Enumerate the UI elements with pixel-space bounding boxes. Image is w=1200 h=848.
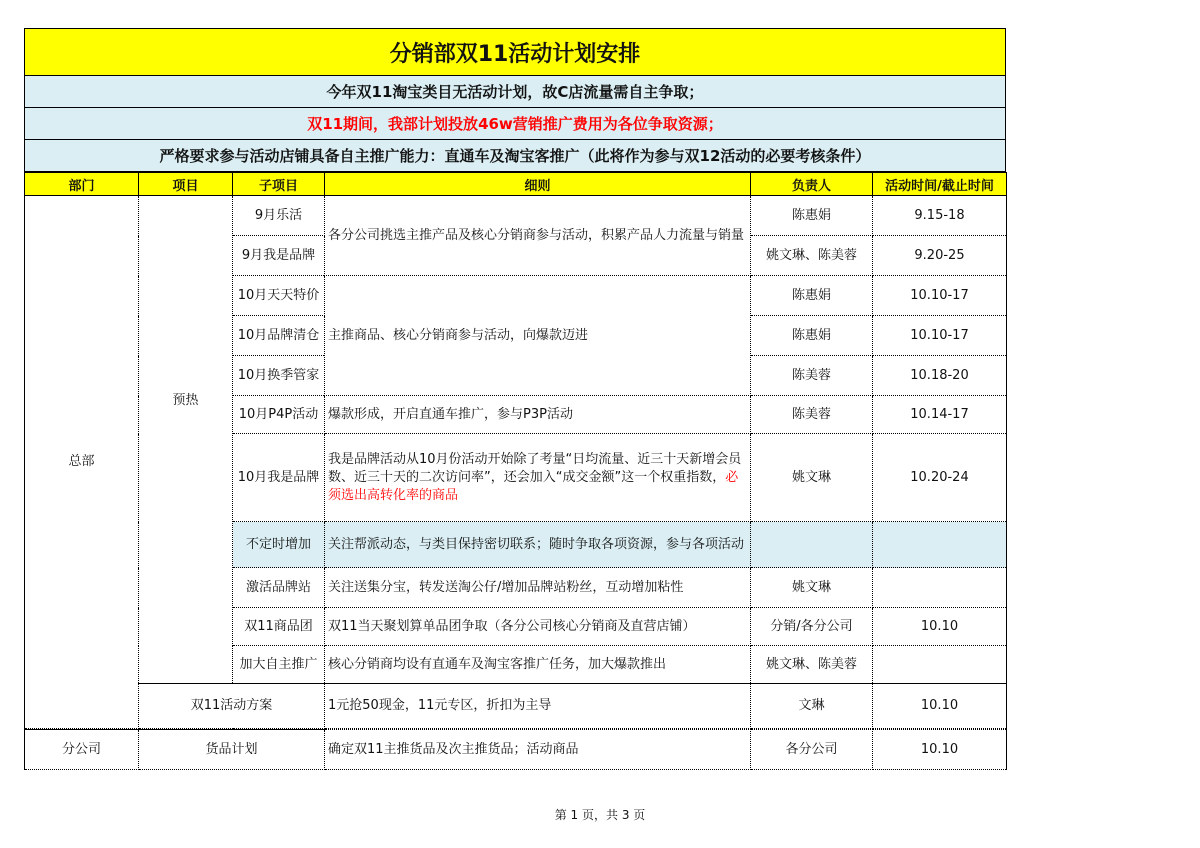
time-cell	[873, 646, 1007, 684]
owner-cell: 分销/各分公司	[751, 608, 873, 646]
owner-cell: 各分公司	[751, 730, 873, 770]
detail-cell: 双11当天聚划算单品团争取（各分公司核心分销商及直营店铺）	[325, 608, 751, 646]
owner-cell: 姚文琳、陈美蓉	[751, 236, 873, 276]
note-band-1: 今年双11淘宝类目无活动计划，故C店流量需自主争取；	[24, 76, 1006, 108]
dept-cell-hq: 总部	[25, 196, 139, 729]
branch-table	[24, 729, 1007, 770]
header-row	[25, 173, 1007, 196]
detail-cell: 核心分销商均设有直通车及淘宝客推广任务，加大爆款推出	[325, 646, 751, 684]
project-warmup-label: 预热	[172, 393, 199, 408]
owner-cell: 姚文琳、陈美蓉	[751, 646, 873, 684]
plan-table	[24, 172, 1007, 729]
subproject-cell: 10月我是品牌	[233, 434, 325, 522]
header-subproject: 子项目	[233, 173, 325, 196]
project-cell-goods: 货品计划	[139, 730, 325, 770]
detail-cell-oct: 主推商品、核心分销商参与活动，向爆款迈进	[325, 276, 751, 396]
header-owner: 负责人	[751, 173, 873, 196]
dept-cell-branch: 分公司	[25, 730, 139, 770]
subproject-cell: 双11商品团	[233, 608, 325, 646]
subproject-cell: 10月P4P活动	[233, 396, 325, 434]
time-cell: 10.18-20	[873, 356, 1007, 396]
subproject-cell: 激活品牌站	[233, 568, 325, 608]
time-cell: 10.14-17	[873, 396, 1007, 434]
subproject-cell: 10月品牌清仓	[233, 316, 325, 356]
subproject-cell: 加大自主推广	[233, 646, 325, 684]
project-cell-warmup	[139, 196, 233, 684]
table-row	[25, 730, 1007, 770]
time-cell: 9.15-18	[873, 196, 1007, 236]
note-band-2: 双11期间，我部计划投放46w营销推广费用为各位争取资源；	[24, 108, 1006, 140]
owner-cell: 姚文琳	[751, 434, 873, 522]
time-cell: 10.10	[873, 684, 1007, 729]
page-title: 分销部双11活动计划安排	[24, 28, 1006, 76]
time-cell: 10.10-17	[873, 276, 1007, 316]
time-cell	[873, 522, 1007, 568]
owner-cell: 陈美蓉	[751, 396, 873, 434]
owner-cell: 陈惠娟	[751, 196, 873, 236]
table-row	[25, 684, 1007, 729]
owner-cell: 文琳	[751, 684, 873, 729]
time-cell	[873, 568, 1007, 608]
detail-cell: 关注送集分宝，转发送淘公仔/增加品牌站粉丝，互动增加粘性	[325, 568, 751, 608]
subproject-cell: 不定时增加	[233, 522, 325, 568]
detail-highlight: 必须选出高转化率的商品	[328, 469, 739, 503]
header-dept: 部门	[25, 173, 139, 196]
owner-cell: 姚文琳	[751, 568, 873, 608]
time-cell: 10.20-24	[873, 434, 1007, 522]
note-band-3: 严格要求参与活动店铺具备自主推广能力：直通车及淘宝客推广（此将作为参与双12活动的必要考核条件）	[24, 140, 1006, 172]
time-cell: 9.20-25	[873, 236, 1007, 276]
owner-cell	[751, 522, 873, 568]
detail-cell	[325, 434, 751, 522]
table-row	[25, 196, 1007, 236]
detail-cell: 确定双11主推货品及次主推货品；活动商品	[325, 730, 751, 770]
time-cell: 10.10-17	[873, 316, 1007, 356]
owner-cell: 陈美蓉	[751, 356, 873, 396]
detail-text: 我是品牌活动从10月份活动开始除了考量“日均流量、近三十天新增会员数、近三十天的二次访问率”，还会加入“成交金额”这一个权重指数，	[328, 451, 742, 485]
owner-cell: 陈惠娟	[751, 276, 873, 316]
time-cell: 10.10	[873, 730, 1007, 770]
detail-cell: 关注帮派动态，与类目保持密切联系；随时争取各项资源，参与各项活动	[325, 522, 751, 568]
time-cell: 10.10	[873, 608, 1007, 646]
project-cell-plan: 双11活动方案	[139, 684, 325, 729]
header-project: 项目	[139, 173, 233, 196]
subproject-cell: 10月换季管家	[233, 356, 325, 396]
subproject-cell: 9月我是品牌	[233, 236, 325, 276]
detail-cell-sept: 各分公司挑选主推产品及核心分销商参与活动，积累产品人力流量与销量	[325, 196, 751, 276]
detail-cell: 1元抢50现金，11元专区，折扣为主导	[325, 684, 751, 729]
subproject-cell: 10月天天特价	[233, 276, 325, 316]
spreadsheet-page	[24, 28, 1006, 770]
header-time: 活动时间/截止时间	[873, 173, 1007, 196]
subproject-cell: 9月乐活	[233, 196, 325, 236]
owner-cell: 陈惠娟	[751, 316, 873, 356]
header-detail: 细则	[325, 173, 751, 196]
detail-cell: 爆款形成，开启直通车推广，参与P3P活动	[325, 396, 751, 434]
page-footer: 第 1 页，共 3 页	[554, 808, 646, 822]
